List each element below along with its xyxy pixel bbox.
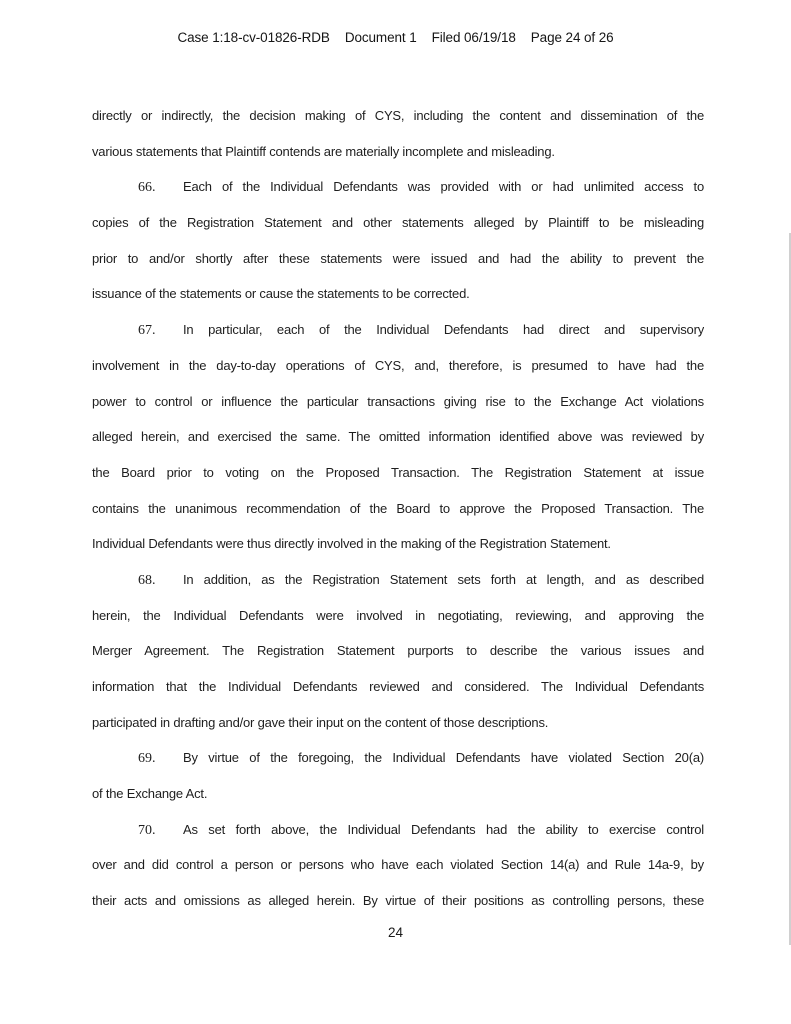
header-page-count: Page 24 of 26 [530,30,614,45]
body-line: issuance of the statements or cause the statements to be corrected. [92,286,470,302]
body-line: Individual Defendants were thus directly involved in the making of the Registration Statement. [92,536,611,552]
body-line: herein, the Individual Defendants were involved in negotiating, reviewing, and approving the [92,607,704,623]
body-line: information that the Individual Defendants reviewed and considered. The Individual Defendants [92,679,704,694]
body-line: directly or indirectly, the decision making of CYS, including the content and dissemination of the [92,108,704,123]
body-line: contains the unanimous recommendation of the Board to approve the Proposed Transaction. The [92,500,704,516]
body-line: 67. In particular, each of the Individual Defendants had direct and supervisory [92,322,704,358]
body-line: 70. As set forth above, the Individual Defendants had the ability to exercise control [92,822,704,858]
header-filed-date: Filed 06/19/18 [431,30,516,45]
body-line: various statements that Plaintiff contends are materially incomplete and misleading. [92,143,555,159]
body-line: involvement in the day-to-day operations of CYS, and, therefore, is presumed to have had the [92,357,704,373]
body-line: 68. In addition, as the Registration Statement sets forth at length, and as described [92,572,704,608]
body-line: over and did control a person or persons who have each violated Section 14(a) and Rule 14a-9, by [92,857,704,873]
body-line: of the Exchange Act. [92,786,208,802]
case-caption-header [0,30,791,45]
body-line: their acts and omissions as alleged herein. By virtue of their positions as controlling persons, these [92,893,704,909]
paragraph-number: 66. [138,180,156,196]
paragraph-number: 69. [138,751,156,767]
body-line: Merger Agreement. The Registration Statement purports to describe the various issues and [92,643,704,659]
paragraph-number: 70. [138,822,156,838]
body-line: the Board prior to voting on the Proposed Transaction. The Registration Statement at issue [92,464,704,480]
page-number: 24 [387,925,404,940]
body-line: copies of the Registration Statement and other statements alleged by Plaintiff to be misleading [92,215,704,231]
document-body [92,108,704,929]
paragraph-number: 67. [138,323,156,339]
body-line: power to control or influence the particular transactions giving rise to the Exchange Act violations [92,393,704,409]
body-line: participated in drafting and/or gave their input on the content of those descriptions. [92,714,549,730]
header-case-number: Case 1:18-cv-01826-RDB [177,30,330,45]
body-line: prior to and/or shortly after these statements were issued and had the ability to prevent the [92,250,704,266]
body-line: alleged herein, and exercised the same. The omitted information identified above was reviewed by [92,429,704,445]
body-line: 69. By virtue of the foregoing, the Individual Defendants have violated Section 20(a) [92,750,704,786]
header-document-number: Document 1 [344,30,417,45]
body-line: 66. Each of the Individual Defendants was provided with or had unlimited access to [92,179,704,215]
paragraph-number: 68. [138,572,156,588]
